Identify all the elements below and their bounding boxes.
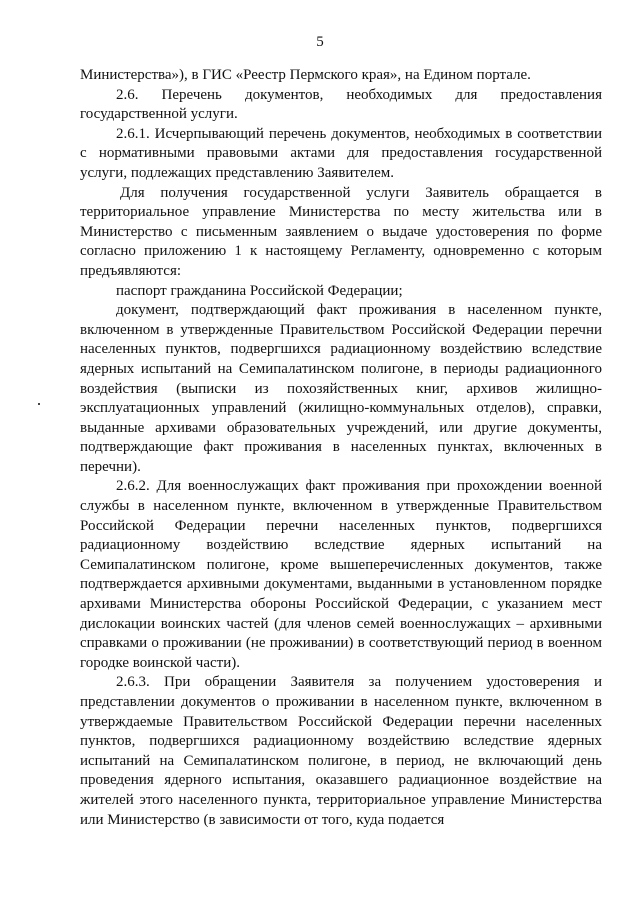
paragraph-applicant: Для получения государственной услуги Заявитель обращается в территориальное управление Министерства по месту жительства или в Министерство с письменным заявлением о выдаче удостоверения по форме согласно приложению 1 к настоящему Регламенту, одновременно с которым предъявляются: xyxy=(80,184,602,279)
paragraph-2-6-2: 2.6.2. Для военнослужащих факт проживания при прохождении военной службы в населенном пункте, включенном в утвержденные Правительством Российской Федерации перечни населенных пунктов, подвергшихся радиационному воздействию вследствие ядерных испытаний на Семипалатинском полигоне, кроме вышеперечисленных документов, также подтверждается архивными документами, выданными в установленном порядке архивами Министерства обороны Российской Федерации, с указанием мест дислокации воинских частей (для членов семей военнослужащих – архивными справками о проживании (не проживании) в соответствующий период в военном городке воинской части). xyxy=(80,478,602,671)
paragraph-2-6-1: 2.6.1. Исчерпывающий перечень документов, необходимых в соответствии с нормативными правовыми актами для предоставления государственной услуги, подлежащих представлению Заявителем. xyxy=(80,125,602,181)
document-body xyxy=(80,66,602,830)
page-number: 5 xyxy=(316,34,324,50)
paragraph-continuation: Министерства»), в ГИС «Реестр Пермского края», на Едином портале. xyxy=(80,67,531,83)
paragraph-passport: паспорт гражданина Российской Федерации; xyxy=(116,282,403,299)
paragraph-2-6: 2.6. Перечень документов, необходимых для предоставления государственной услуги. xyxy=(80,86,602,123)
paragraph-2-6-3: 2.6.3. При обращении Заявителя за получением удостоверения и представлении документов о проживании в населенном пункте, включенном в утверждаемые Правительством Российской Федерации перечни населенных пунктов, подвергшихся радиационному воздействию вследствие ядерных испытаний на Семипалатинском полигоне, в период, не включающий день проведения ядерного испытания, оказавшего радиационное воздействие на жителей этого населенного пункта, территориальное управление Министерства или Министерство (в зависимости от того, куда подается xyxy=(80,674,602,828)
paragraph-residence-document: документ, подтверждающий факт проживания в населенном пункте, включенном в утвержденные Правительством Российской Федерации перечни населенных пунктов, подвергшихся радиационному воздействию вследствие ядерных испытаний на Семипалатинском полигоне, в периоды радиационного воздействия (выписки из похозяйственных книг, архивов жилищно-эксплуатационных управлений (жилищно-коммунальных отделов), справки, выданные архивами образовательных учреждений, или другие документы, подтверждающие факт проживания в населенных пунктах, включенных в перечни). xyxy=(80,302,602,475)
scan-speck xyxy=(38,403,40,405)
